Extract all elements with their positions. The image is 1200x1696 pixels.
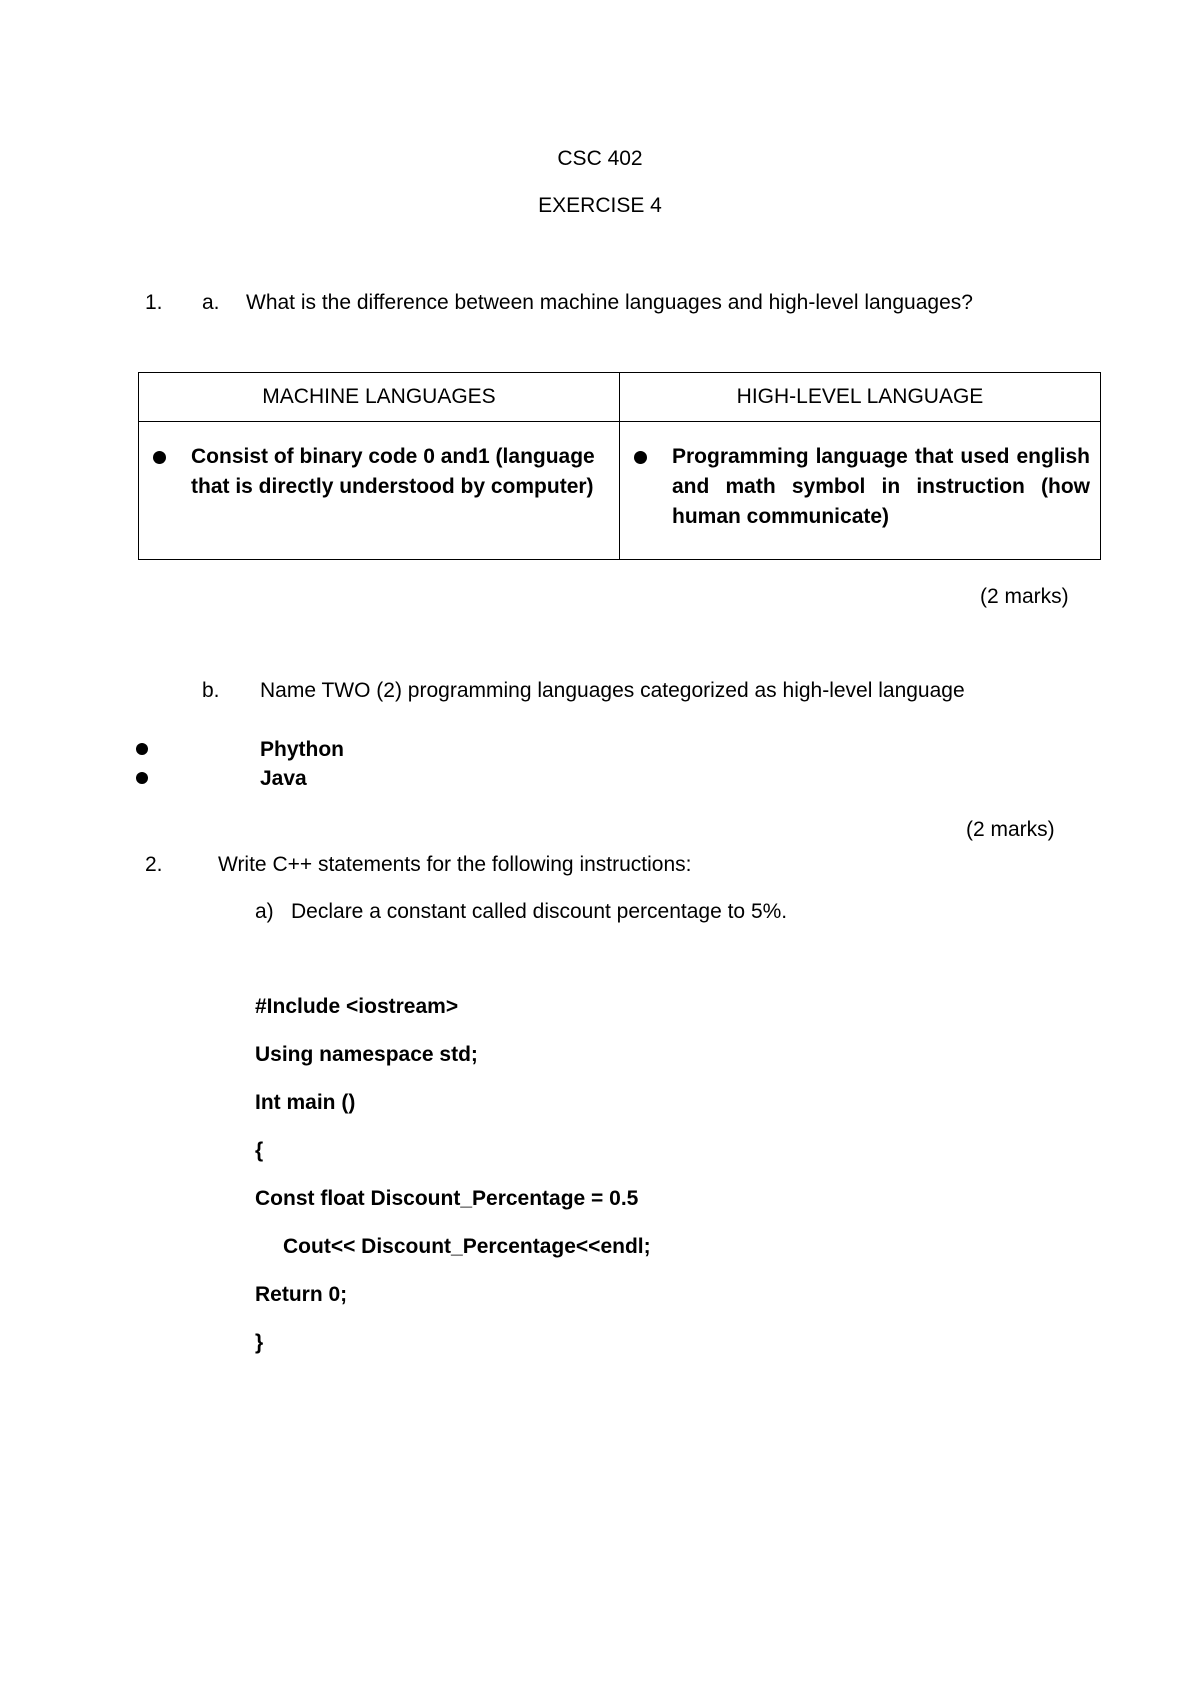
answer-list-item: Phython bbox=[260, 738, 344, 761]
question-2a-label: a) bbox=[255, 900, 274, 923]
bullet-icon bbox=[136, 743, 148, 755]
course-code: CSC 402 bbox=[557, 147, 643, 170]
machine-language-description: Consist of binary code 0 and1 (language that is directly understood by computer) bbox=[191, 445, 595, 498]
high-level-language-description: Programming language that used english and math symbol in instruction (how human communicate) bbox=[672, 445, 1090, 528]
code-line: } bbox=[255, 1331, 264, 1354]
comparison-table bbox=[138, 372, 1101, 560]
question-2-number: 2. bbox=[145, 853, 163, 876]
question-1a-text: What is the difference between machine languages and high-level languages? bbox=[246, 291, 973, 314]
question-2-prompt: Write C++ statements for the following instructions: bbox=[218, 853, 692, 876]
answer-list-item: Java bbox=[260, 767, 307, 790]
table-header-row bbox=[139, 373, 1101, 422]
table-cell-machine bbox=[139, 422, 620, 560]
table-header-high-level: HIGH-LEVEL LANGUAGE bbox=[620, 373, 1101, 422]
question-1b-marks: (2 marks) bbox=[966, 818, 1055, 841]
code-line: Const float Discount_Percentage = 0.5 bbox=[255, 1187, 639, 1210]
question-1-number: 1. bbox=[145, 291, 163, 314]
code-line: Using namespace std; bbox=[255, 1043, 478, 1066]
bullet-icon bbox=[153, 451, 166, 464]
code-line: #Include <iostream> bbox=[255, 995, 459, 1018]
table-header-machine: MACHINE LANGUAGES bbox=[139, 373, 620, 422]
question-1a-marks: (2 marks) bbox=[980, 585, 1069, 608]
bullet-icon bbox=[634, 451, 647, 464]
table-row bbox=[139, 422, 1101, 560]
bullet-icon bbox=[136, 772, 148, 784]
code-line: Int main () bbox=[255, 1091, 356, 1114]
question-2a-text: Declare a constant called discount percentage to 5%. bbox=[291, 900, 788, 923]
code-line: Cout<< Discount_Percentage<<endl; bbox=[283, 1235, 651, 1258]
question-1a-label: a. bbox=[202, 291, 220, 314]
exercise-title: EXERCISE 4 bbox=[538, 194, 662, 217]
question-1b-text: Name TWO (2) programming languages categorized as high-level language bbox=[260, 679, 965, 702]
code-line: Return 0; bbox=[255, 1283, 348, 1306]
table-cell-high-level bbox=[620, 422, 1101, 560]
question-1b-label: b. bbox=[202, 679, 220, 702]
code-line: { bbox=[255, 1139, 264, 1162]
